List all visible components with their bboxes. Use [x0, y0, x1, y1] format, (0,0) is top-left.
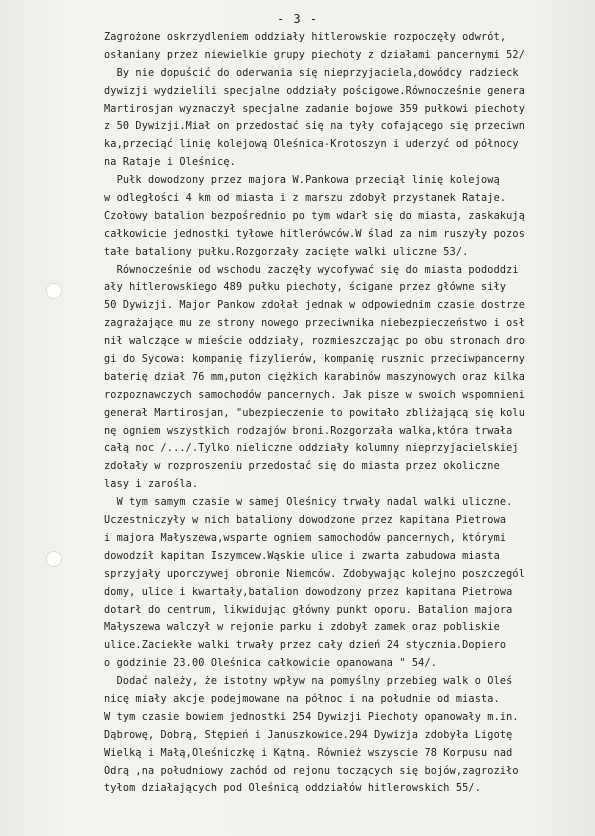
text-line: lasy i zarośla. — [104, 479, 199, 491]
text-line: ka,przeciąć linię kolejową Oleśnica-Krotoszyn i uderzyć od północy — [104, 139, 519, 151]
text-line: Wielką i Małą,Oleśniczkę i Kątną. Również wszyscie 78 Korpusu nad — [104, 747, 513, 759]
text-line: i majora Małyszewa,wsparte ogniem samochodów pancernych, którymi — [104, 532, 507, 544]
text-line: w odległości 4 km od miasta i z marszu zdobył przystanek Rataje. — [104, 193, 507, 205]
text-line: Dąbrowę, Dobrą, Stępień i Januszkowice.294 Dywizja zdobyła Ligotę — [104, 729, 513, 741]
text-line: ały hitlerowskiego 489 pułku piechoty, ścigane przez główne siły — [104, 282, 507, 294]
text-line: na Rataje i Oleśnicę. — [104, 157, 236, 169]
text-line: nił walczące w mieście oddziały, rozmieszczając po obu stronach dro — [104, 336, 525, 348]
text-line: sprzyjały uporczywej obronie Niemców. Zdobywając kolejno poszczegól — [104, 568, 525, 580]
text-line: domy, ulice i kwartały,batalion dowodzony przez kapitana Pietrowa — [104, 586, 513, 598]
text-line: rozpoznawczych samochodów pancernych. Jak pisze w swoich wspomnieni — [104, 389, 525, 401]
text-line: Odrą ,na południowy zachód od rejonu toczących się bojów,zagroziło — [104, 765, 519, 777]
text-line: o godzinie 23.00 Oleśnica całkowicie opanowana " 54/. — [104, 658, 438, 670]
text-line: W tym czasie bowiem jednostki 254 Dywizji Piechoty opanowały m.in. — [104, 711, 519, 723]
text-line: dotarł do centrum, likwidując główny punkt oporu. Batalion majora — [104, 604, 513, 616]
text-line: zagrażające mu ze strony nowego przeciwnika niebezpieczeństwo i osł — [104, 318, 525, 330]
text-line: gi do Sycowa: kompanię fizylierów, kompanię rusznic przeciwpancerny — [104, 354, 525, 366]
punch-hole-top — [46, 283, 62, 299]
text-line: całkowicie jednostki tyłowe hitlerówców.W ślad za nim ruszyły pozos — [104, 228, 525, 240]
text-line: generał Martirosjan, "ubezpieczenie to powitało zbliżającą się kolu — [104, 407, 525, 419]
text-line: dowodził kapitan Iszymcew.Wąskie ulice i zwarta zabudowa miasta — [104, 550, 500, 562]
text-line: Dodać należy, że istotny wpływ na pomyślny przebieg walk o Oleś — [104, 676, 513, 688]
text-line: ulice.Zaciekłe walki trwały przez cały dzień 24 stycznia.Dopiero — [104, 640, 507, 652]
text-line: Równocześnie od wschodu zaczęły wycofywać się do miasta pododdzi — [104, 264, 519, 276]
text-line: By nie dopuścić do oderwania się nieprzyjaciela,dowódcy radzieck — [104, 67, 519, 79]
text-line: Pułk dowodzony przez majora W.Pankowa przeciął linię kolejową — [104, 175, 500, 187]
text-line: zdołały w rozproszeniu przedostać się do miasta przez okoliczne — [104, 461, 500, 473]
text-line: tałe bataliony pułku.Rozgorzały zacięte walki uliczne 53/. — [104, 246, 469, 258]
text-line: Martirosjan wyznaczył specjalne zadanie bojowe 359 pułkowi piechoty — [104, 103, 525, 115]
text-line: tyłom działających pod Oleśnicą oddziałów hitlerowskich 55/. — [104, 783, 482, 795]
text-line: osłaniany przez niewielkie grupy piechoty z działami pancernymi 52/ — [104, 49, 525, 61]
punch-hole-bottom — [46, 551, 62, 567]
text-line: nicę miały akcje podejmowane na północ i na południe od miasta. — [104, 693, 500, 705]
text-line: baterię dział 76 mm,puton ciężkich karabinów maszynowych oraz kilka — [104, 371, 525, 383]
text-line: dywizji wydzielili specjalne oddziały pościgowe.Równocześnie genera — [104, 85, 525, 97]
text-line: Małyszewa walczył w rejonie parku i zdobył zamek oraz pobliskie — [104, 622, 500, 634]
text-line: z 50 Dywizji.Miał on przedostać się na tyły cofającego się przeciwn — [104, 121, 525, 133]
text-line: 50 Dywizji. Major Pankow zdołał jednak w odpowiednim czasie dostrze — [104, 300, 525, 312]
text-line: W tym samym czasie w samej Oleśnicy trwały nadal walki uliczne. — [104, 497, 513, 509]
text-line: Zagrożone oskrzydleniem oddziały hitlerowskie rozpoczęły odwrót, — [104, 32, 507, 43]
text-line: Uczestniczyły w nich bataliony dowodzone przez kapitana Pietrowa — [104, 515, 507, 527]
text-line: nę ogniem wszystkich rodzajów broni.Rozgorzała walka,która trwała — [104, 425, 513, 437]
text-line: całą noc /.../.Tylko nieliczne oddziały kolumny nieprzyjacielskiej — [104, 443, 519, 455]
typewritten-body — [104, 29, 592, 798]
text-line: Czołowy batalion bezpośrednio po tym wdarł się do miasta, zaskakują — [104, 210, 525, 222]
page-number: - 3 - — [276, 12, 319, 26]
